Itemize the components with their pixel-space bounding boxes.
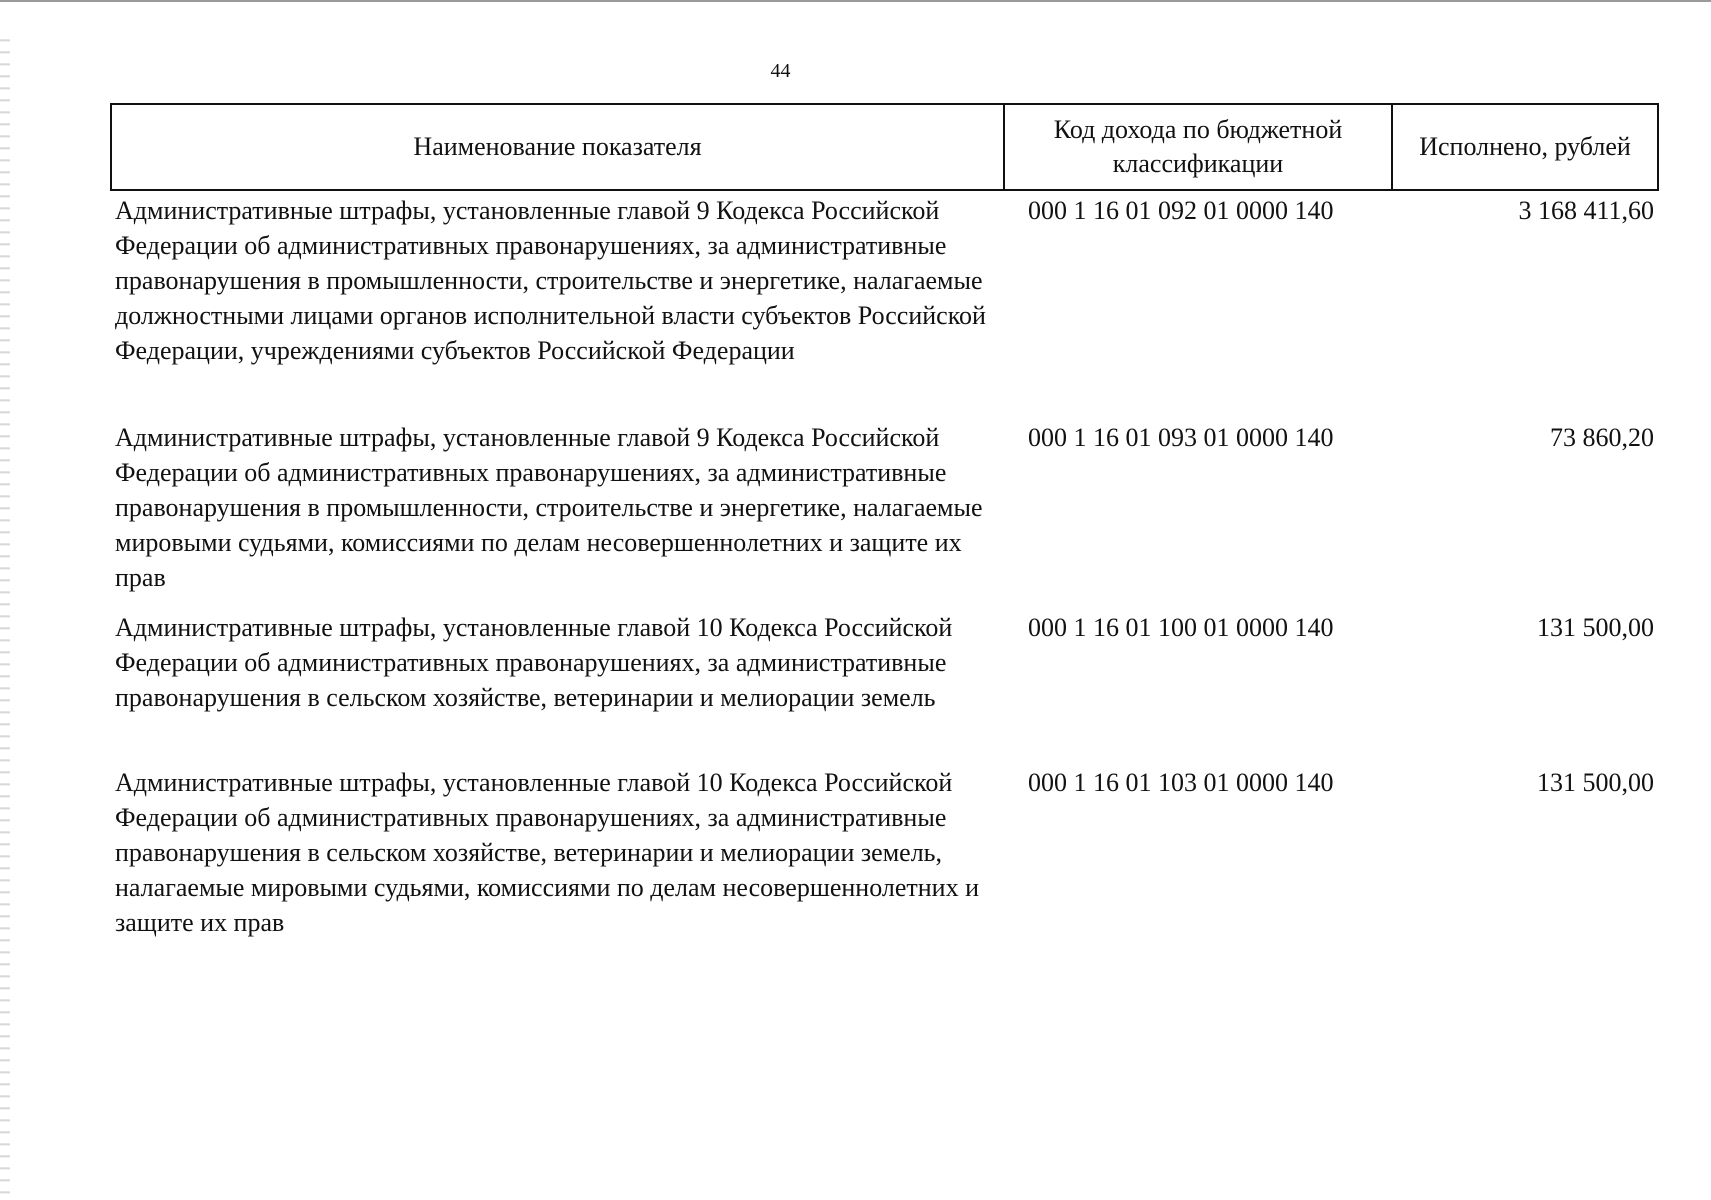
row-indicator-name: Административные штрафы, установленные главой 10 Кодекса Российской Федерации об административных правонарушениях, за административные правонарушения в сельском хозяйстве, ветеринарии и мелиорации земель xyxy=(115,613,953,712)
revenue-table xyxy=(110,103,1659,940)
scan-top-edge xyxy=(0,0,1711,2)
header-executed-amount: Исполнено, рублей xyxy=(1392,104,1658,190)
table-row xyxy=(111,420,1658,610)
header-revenue-code: Код дохода по бюджетной классификации xyxy=(1004,104,1392,190)
row-executed-amount: 73 860,20 xyxy=(1550,423,1654,452)
row-executed-amount: 3 168 411,60 xyxy=(1518,196,1654,225)
row-indicator-name: Административные штрафы, установленные главой 9 Кодекса Российской Федерации об административных правонарушениях, за административные правонарушения в промышленности, строительстве и энергетике, налагаемые должностными лицами органов исполнительной власти субъектов Российской Федерации, учреждениями субъектов Российской Федерации xyxy=(115,196,986,365)
row-revenue-code: 000 1 16 01 093 01 0000 140 xyxy=(1028,423,1334,452)
row-revenue-code: 000 1 16 01 103 01 0000 140 xyxy=(1028,768,1334,797)
scan-left-edge xyxy=(0,30,10,1200)
row-indicator-name: Административные штрафы, установленные главой 9 Кодекса Российской Федерации об административных правонарушениях, за административные правонарушения в промышленности, строительстве и энергетике, налагаемые мировыми судьями, комиссиями по делам несовершеннолетних и защите их прав xyxy=(115,423,983,592)
table-row xyxy=(111,190,1658,420)
table-header-row xyxy=(111,104,1658,190)
page-number-text: 44 xyxy=(770,60,791,82)
row-revenue-code: 000 1 16 01 092 01 0000 140 xyxy=(1028,196,1334,225)
row-indicator-name: Административные штрафы, установленные главой 10 Кодекса Российской Федерации об административных правонарушениях, за административные правонарушения в сельском хозяйстве, ветеринарии и мелиорации земель, налагаемые мировыми судьями, комиссиями по делам несовершеннолетних и защите их прав xyxy=(115,768,979,937)
row-executed-amount: 131 500,00 xyxy=(1537,613,1654,642)
row-revenue-code: 000 1 16 01 100 01 0000 140 xyxy=(1028,613,1334,642)
row-executed-amount: 131 500,00 xyxy=(1537,768,1654,797)
header-indicator-name: Наименование показателя xyxy=(111,104,1004,190)
table-row xyxy=(111,610,1658,765)
table-row xyxy=(111,765,1658,940)
page-number xyxy=(0,60,1711,83)
